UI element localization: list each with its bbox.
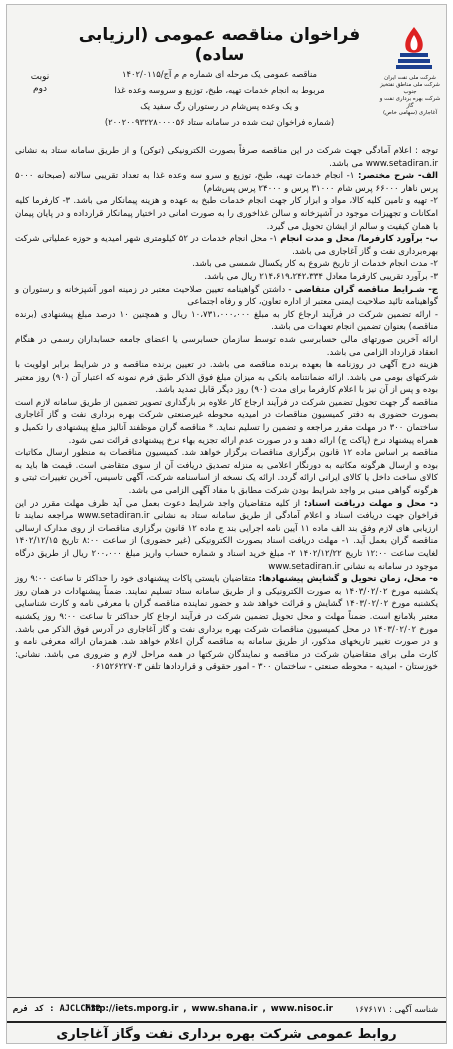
section-jim-title: ج- شـرایط مناقصه گران متقاضی — [294, 284, 438, 295]
section-jim-item-1: - داشتن گواهینامه تعیین صلاحیت معتبر در زمینه امور آشپزخانه و رستوران و گواهینامه تائید صلاحیت ایمنی معتبر از اداره تعاون، کار و رفاه اجتماعی — [15, 284, 438, 308]
ad-title: فراخوان مناقصه عمومی (ارزیابی ساده) — [78, 25, 361, 65]
ad-body — [15, 145, 438, 674]
tender-subject-line: مربوط به انجام خدمات تهیه، طبخ، توزیع و سروسه وعده غذا — [114, 85, 325, 95]
websites-line: http://iets.mporg.ir , www.shana.ir , www.nisoc.ir — [85, 1004, 333, 1014]
section-dal-title: د- محل و مهلت دریافت اسناد: — [304, 498, 439, 509]
section-be-item-1: ۱- محل انجام خدمات در ۵۲ کیلومتری شهر امیدیه و حوزه عملیاتی شرکت بهره‌برداری نفت و گاز آغاجاری می باشد. — [15, 234, 438, 257]
ad-id: شناسه آگهی : ۱۶۷۶۱۷۱ — [354, 1004, 438, 1014]
section-he-text: متقاضیان بایستی پاکات پیشنهادی خود را حداکثر تا ساعت ۹:۰۰ روز یکشنبه مورخ ۱۴۰۳/۰۲/۰۲ به صورت الکترونیکی و از طریق سامانه ستاد تسلیم نمایند. ضمناً پیشنهادات در همان روز یکشنبه مورخ ۱۴۰۳/۰۲/۰۲ گشایش و قرائت خواهد شد و حضور نماینده مناقصه گران با معرفی نامه و کارت شناسایی معتبر بلامانع است. ضمناً مهلت و محل تحویل تضمین شرکت در فرآیند ارجاع کار حداکثر تا ساعت ۹:۰۰ روز یکشنبه مورخ ۱۴۰۳/۰۲/۰۲ در محل کمیسیون مناقصات شرکت بهره برداری نفت و گاز آغاجاری در آدرس فوق الذکر می باشد. و در صورت تغییر تاریخهای مذکور، از طریق سامانه به مناقصه گران اعلام خواهد شد. همزمان ارائه معرفی نامه و کارت ملی برای متقاضیان شرکت در مناقصه و نمایندگان شرکتها در همه مراحل لازم و ضروری می باشد. نشانی: خوزستان - امیدیه - محوطه صنعتی - ساختمان ۳۰۰ - امور حقوقی و قراردادها تلفن ۰۶۱۵۲۶۲۲۷۰۳ — [15, 574, 438, 673]
section-be-title: ب- برآورد کارفرما/ محل و مدت انجام — [280, 234, 438, 245]
section-alef-title: الف- شرح مختصر: — [357, 171, 438, 182]
section-be-item-2: ۲- مدت انجام خدمات از تاریخ شروع به کار یکسال شمسی می باشد. — [192, 259, 438, 270]
footer-strip — [7, 997, 446, 1022]
section-jim-item-3: ارائه آخرین صورتهای مالی حسابرسی شده توسط سازمان حسابرسی یا اعضای جامعه حسابداران رسمی در هنگام انعقاد قرارداد الزامی می باشد. — [15, 334, 438, 358]
round-label: نوبت دوم — [30, 72, 50, 94]
tender-number-line: مناقصه عمومی یک مرحله ای شماره م م آج/۱۴۰۲/۰۱۱۵ — [121, 69, 318, 79]
tender-subject-line-2: و یک وعده پس‌شام در رستوران رگ سفید یک — [140, 101, 299, 111]
ad-header — [7, 5, 446, 145]
intro-note: توجه : اعلام آمادگی جهت شرکت در این مناقصه صرفاً بصورت الکترونیکی (توکن) و از طریق سامانه ستاد به نشانی www.setadiran.ir می باشد. — [15, 146, 438, 169]
section-alef-item-1: ۱- انجام خدمات تهیه، طبخ، توزیع و سرو سه وعده غذا به تعداد تقریبی سالانه (صبحانه ۵۰۰۰ پرس ناهار ۶۶۰۰۰ پرس شام ۳۱۰۰۰ پرس و ۲۴۰۰۰ پرس پس‌شام) — [15, 171, 438, 194]
section-jim-item-6: مناقصه بر اساس ماده ۱۲ قانون برگزاری مناقصات برگزار خواهد شد. کمیسیون مناقصات به منظور ارسال مکاتبات بوده و ارسال هرگونه مکاتبه به دورنگار اعلامی به منزله تصدیق دریافت آن از سوی متقاضی است. قیمت ها باید به کالای ساخت داخل یا کالای ایرانی ارائه گردد. ارائه یک نسخه از اساسنامه شرکت، آگهی تاسیس، آخرین تغییرات ثبتی و هرگونه گواهی مبنی بر واجد شرایط بودن شرکت مطابق با مفاد آگهی الزامی می باشد. — [15, 448, 439, 497]
section-jim-item-4: هزینه درج آگهی در روزنامه ها بعهده برنده مناقصه می باشد. در تعیین برنده مناقصه و در شرایط برابر اولویت با شرکتهای بومی می باشد. ارائه ضمانتنامه بانکی به میزان مبلغ فوق الذکر طبق فرم نمونه که اعتبار آن (۹۰) روز معتبر بوده و پس از آن نیز با اعلام کارفرما برای مدت (۹۰) روز دیگر قابل تمدید باشد. — [15, 360, 438, 396]
nioc-logo-icon — [390, 23, 438, 71]
section-he-title: ه- محل، زمان تحویل و گشایش پیشنهادها: — [258, 574, 439, 585]
section-dal-text: از کلیه متقاضیان واجد شرایط دعوت بعمل می آید ظرف مهلت مقرر در این فراخوان جهت دریافت اسناد و اعلام آمادگی از طریق سامانه ستاد به نشانی www.setadiran.ir مراجعه نمایند تا ارزیابی های لازم وفق بند الف ماده ۱۱ آیین نامه اجرایی بند ج ماده ۱۲ قانون برگزاری مناقصات از روی مدارک ارسالی مناقصه گران بعمل آید. ۱- مهلت دریافت اسناد بصورت الکترونیکی (غیر حضوری) از ساعت ۸:۰۰ تاریخ ۱۴۰۲/۱۲/۱۵ لغایت ساعت ۱۲:۰۰ تاریخ ۱۴۰۲/۱۲/۲۲ ۲- مبلغ خرید اسناد و شماره حساب واریز مبلغ ۲۰۰،۰۰۰ ریال از طریق درگاه موجود در سامانه به نشانی www.setadiran.ir — [15, 498, 438, 572]
newspaper-ad — [6, 4, 447, 1044]
form-code: کد فرم : AJCLCF32 — [13, 1004, 101, 1014]
section-alef-item-2: ۲- تهیه و تامین کلیه کالا، مواد و ابزار کار جهت انجام خدمات طبخ به عهده و هزینه پیمانکار می باشد. ۳- کارفرما کلیه امکانات و تجهیزات موجود در آشپزخانه و سالن غذاخوری را به صورت امانی در اختیار پیمانکار قرارداده و در پایان پیمان با همان کیفیت و سالم از ایشان تحویل می گیرد. — [15, 196, 438, 232]
section-be-item-3: ۳- برآورد تقریبی کارفرما معادل ۲۱۴،۶۱۹،۲۴۲،۳۳۴ ریال می باشد. — [204, 271, 438, 282]
footer-banner: روابط عمومی شرکت بهره برداری نفت وگاز آغاجاری — [7, 1021, 446, 1044]
section-jim-item-5: مناقصه گر جهت تحویل تضمین شرکت در فرآیند ارجاع کار علاوه بر بارگذاری تصویر تضمین از طریق سامانه لازم است بصورت حضوری به دفتر کمیسیون مناقصات در امیدیه محوطه غیرصنعتی شرکت بهره برداری نفت و گاز آغاجاری ساختمان ۳۰۰ در مهلت مقرر مراجعه و تضمین را تسلیم نماید. * مناقصه گران موظفند آنالیز مبلغ پیشنهادی را تکمیل و همراه پیشنهاد نرخ (پاکت ج) ارائه دهند و در صورت عدم ارائه تجزیه بهاء نرخ پیشنهادی قرائت نمی شود. — [15, 397, 439, 446]
section-jim-item-2: - ارائه تضمین شرکت در فرآیند ارجاع کار به مبلغ ۱۰،۷۳۱،۰۰۰،۰۰۰ ریال و همچنین ۱۰ درصد مبلغ پیشنهادی (برنده مناقصه) بعنوان تضمین انجام تعهدات می باشد. — [15, 309, 438, 333]
setad-number-line: (شماره فراخوان ثبت شده در سامانه ستاد ۲۰۰۲۰۰۹۳۲۲۸۰۰۰۰۵۶) — [104, 117, 335, 127]
logo-caption: شرکت ملی نفت ایران شرکت ملی مناطق نفتخیز جنوب شرکت بهره برداری نفت و گاز آغاجاری (سهامی خاص) — [379, 75, 441, 116]
